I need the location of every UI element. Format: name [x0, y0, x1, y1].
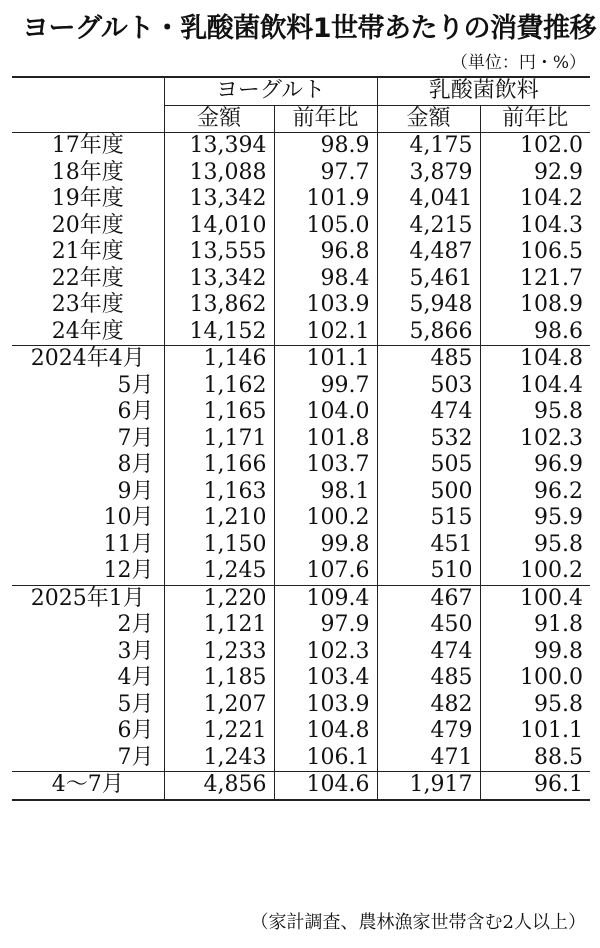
lactic-drink-amount-cell: 532 [377, 426, 480, 453]
yogurt-amount-cell: 1,166 [164, 452, 274, 479]
row-label: 20年度 [51, 212, 124, 238]
lactic-drink-yoy-header: 前年比 [480, 105, 590, 133]
table-row [12, 639, 590, 666]
table-row [12, 692, 590, 719]
lactic-drink-yoy-cell: 106.5 [480, 239, 590, 266]
yogurt-yoy-cell: 98.4 [274, 266, 377, 293]
group-header-row [12, 77, 590, 105]
row-label: 22年度 [51, 265, 124, 291]
unit-label: （単位：円・%） [450, 53, 586, 73]
lactic-drink-yoy-cell: 96.1 [480, 772, 590, 800]
table-row [12, 266, 590, 293]
row-label: 10月 [103, 505, 154, 530]
yogurt-yoy-cell: 104.8 [274, 718, 377, 745]
row-label: 2025年1月 [12, 585, 164, 612]
yogurt-amount-cell: 1,210 [164, 505, 274, 532]
yogurt-yoy-cell: 103.9 [274, 692, 377, 719]
yogurt-amount-cell: 13,862 [164, 292, 274, 319]
yogurt-amount-cell: 1,185 [164, 665, 274, 692]
table-row [12, 213, 590, 240]
lactic-drink-amount-cell: 500 [377, 479, 480, 506]
yogurt-amount-cell: 1,165 [164, 399, 274, 426]
lactic-drink-amount-cell: 4,487 [377, 239, 480, 266]
row-label: 6月 [117, 399, 154, 424]
lactic-drink-yoy-cell: 104.3 [480, 213, 590, 240]
yogurt-yoy-cell: 97.9 [274, 612, 377, 639]
yogurt-amount-cell: 1,221 [164, 718, 274, 745]
table-row [12, 479, 590, 506]
row-label: 12月 [103, 558, 154, 583]
row-label: 19年度 [51, 186, 124, 211]
row-label: 2月 [117, 612, 154, 637]
lactic-drink-amount-cell: 510 [377, 558, 480, 585]
row-label: 7月 [117, 425, 154, 451]
table-row [12, 373, 590, 400]
lactic-drink-amount-cell: 5,948 [377, 292, 480, 319]
lactic-drink-amount-cell: 5,866 [377, 319, 480, 346]
yogurt-amount-cell: 1,243 [164, 745, 274, 772]
table-title: ヨーグルト・乳酸菌飲料1世帯あたりの消費推移 [22, 13, 596, 44]
table-row [12, 292, 590, 319]
table-body [12, 133, 590, 800]
row-label: 9月 [117, 478, 154, 504]
lactic-drink-yoy-cell: 98.6 [480, 319, 590, 346]
table-row [12, 558, 590, 585]
yogurt-group-header: ヨーグルト [164, 77, 377, 105]
row-label: 6月 [117, 718, 154, 743]
lactic-drink-amount-cell: 5,461 [377, 266, 480, 293]
table-row [12, 239, 590, 266]
yogurt-yoy-cell: 98.9 [274, 133, 377, 160]
lactic-drink-amount-cell: 3,879 [377, 160, 480, 187]
lactic-drink-yoy-cell: 88.5 [480, 745, 590, 772]
lactic-drink-yoy-cell: 95.8 [480, 532, 590, 559]
yogurt-amount-cell: 13,555 [164, 239, 274, 266]
corner-cell [12, 105, 164, 133]
lactic-drink-yoy-cell: 96.9 [480, 452, 590, 479]
table-row [12, 612, 590, 639]
lactic-drink-amount-cell: 479 [377, 718, 480, 745]
row-label: 4～7月 [12, 772, 164, 800]
yogurt-amount-cell: 13,394 [164, 133, 274, 160]
yogurt-amount-cell: 1,162 [164, 373, 274, 400]
table-row [12, 532, 590, 559]
yogurt-yoy-cell: 103.4 [274, 665, 377, 692]
yogurt-yoy-cell: 102.3 [274, 639, 377, 666]
lactic-drink-amount-cell: 485 [377, 346, 480, 373]
lactic-drink-amount-cell: 4,175 [377, 133, 480, 160]
lactic-drink-yoy-cell: 95.8 [480, 399, 590, 426]
table-row [12, 319, 590, 346]
table-row [12, 160, 590, 187]
lactic-drink-yoy-cell: 100.0 [480, 665, 590, 692]
yogurt-amount-cell: 1,220 [164, 585, 274, 612]
yogurt-yoy-header: 前年比 [274, 105, 377, 133]
yogurt-yoy-cell: 102.1 [274, 319, 377, 346]
yogurt-amount-cell: 1,150 [164, 532, 274, 559]
lactic-drink-yoy-cell: 104.8 [480, 346, 590, 373]
yogurt-amount-cell: 1,146 [164, 346, 274, 373]
lactic-drink-yoy-cell: 95.9 [480, 505, 590, 532]
table-row [12, 133, 590, 160]
lactic-drink-amount-cell: 4,215 [377, 213, 480, 240]
lactic-drink-yoy-cell: 102.0 [480, 133, 590, 160]
yogurt-yoy-cell: 109.4 [274, 585, 377, 612]
yogurt-yoy-cell: 99.8 [274, 532, 377, 559]
table-row [12, 745, 590, 772]
consumption-table [12, 76, 590, 801]
row-label: 24年度 [51, 318, 124, 344]
yogurt-amount-header: 金額 [164, 105, 274, 133]
yogurt-yoy-cell: 99.7 [274, 373, 377, 400]
table-row [12, 772, 590, 800]
lactic-drink-yoy-cell: 91.8 [480, 612, 590, 639]
yogurt-yoy-cell: 106.1 [274, 745, 377, 772]
table-row [12, 186, 590, 213]
row-label: 4月 [117, 665, 154, 690]
lactic-drink-yoy-cell: 102.3 [480, 426, 590, 453]
yogurt-yoy-cell: 104.0 [274, 399, 377, 426]
yogurt-yoy-cell: 105.0 [274, 213, 377, 240]
table-row [12, 505, 590, 532]
row-label: 2024年4月 [12, 346, 164, 373]
lactic-drink-amount-header: 金額 [377, 105, 480, 133]
corner-cell [12, 77, 164, 105]
lactic-drink-yoy-cell: 100.2 [480, 558, 590, 585]
lactic-drink-yoy-cell: 100.4 [480, 585, 590, 612]
lactic-drink-yoy-cell: 104.2 [480, 186, 590, 213]
row-label: 3月 [117, 638, 154, 664]
column-header-row [12, 105, 590, 133]
yogurt-yoy-cell: 98.1 [274, 479, 377, 506]
source-note: （家計調査、農林漁家世帯含む2人以上） [250, 912, 586, 933]
yogurt-yoy-cell: 101.9 [274, 186, 377, 213]
lactic-drink-amount-cell: 4,041 [377, 186, 480, 213]
yogurt-amount-cell: 1,207 [164, 692, 274, 719]
lactic-drink-yoy-cell: 95.8 [480, 692, 590, 719]
lactic-drink-amount-cell: 467 [377, 585, 480, 612]
yogurt-yoy-cell: 96.8 [274, 239, 377, 266]
yogurt-yoy-cell: 100.2 [274, 505, 377, 532]
yogurt-amount-cell: 1,171 [164, 426, 274, 453]
lactic-drink-amount-cell: 515 [377, 505, 480, 532]
table-row [12, 346, 590, 373]
yogurt-yoy-cell: 107.6 [274, 558, 377, 585]
lactic-drink-amount-cell: 474 [377, 639, 480, 666]
row-label: 5月 [117, 691, 154, 717]
lactic-drink-amount-cell: 503 [377, 373, 480, 400]
lactic-drink-amount-cell: 451 [377, 532, 480, 559]
lactic-drink-yoy-cell: 96.2 [480, 479, 590, 506]
lactic-drink-yoy-cell: 121.7 [480, 266, 590, 293]
yogurt-amount-cell: 13,088 [164, 160, 274, 187]
yogurt-yoy-cell: 103.9 [274, 292, 377, 319]
lactic-drink-amount-cell: 450 [377, 612, 480, 639]
lactic-drink-yoy-cell: 108.9 [480, 292, 590, 319]
yogurt-amount-cell: 13,342 [164, 186, 274, 213]
yogurt-amount-cell: 4,856 [164, 772, 274, 800]
lactic-drink-group-header: 乳酸菌飲料 [377, 77, 590, 105]
yogurt-amount-cell: 14,152 [164, 319, 274, 346]
table-row [12, 585, 590, 612]
yogurt-yoy-cell: 101.8 [274, 426, 377, 453]
row-label: 21年度 [51, 239, 124, 264]
lactic-drink-amount-cell: 482 [377, 692, 480, 719]
yogurt-yoy-cell: 103.7 [274, 452, 377, 479]
yogurt-amount-cell: 13,342 [164, 266, 274, 293]
row-label: 7月 [117, 744, 154, 770]
lactic-drink-amount-cell: 485 [377, 665, 480, 692]
yogurt-amount-cell: 1,245 [164, 558, 274, 585]
lactic-drink-amount-cell: 1,917 [377, 772, 480, 800]
yogurt-yoy-cell: 97.7 [274, 160, 377, 187]
table-row [12, 426, 590, 453]
yogurt-yoy-cell: 101.1 [274, 346, 377, 373]
row-label: 18年度 [51, 159, 124, 185]
lactic-drink-yoy-cell: 92.9 [480, 160, 590, 187]
lactic-drink-yoy-cell: 101.1 [480, 718, 590, 745]
row-label: 5月 [117, 372, 154, 398]
yogurt-amount-cell: 1,163 [164, 479, 274, 506]
lactic-drink-amount-cell: 505 [377, 452, 480, 479]
lactic-drink-yoy-cell: 99.8 [480, 639, 590, 666]
table-row [12, 452, 590, 479]
row-label: 8月 [117, 452, 154, 477]
yogurt-yoy-cell: 104.6 [274, 772, 377, 800]
table-row [12, 665, 590, 692]
yogurt-amount-cell: 1,121 [164, 612, 274, 639]
lactic-drink-amount-cell: 474 [377, 399, 480, 426]
yogurt-amount-cell: 1,233 [164, 639, 274, 666]
lactic-drink-amount-cell: 471 [377, 745, 480, 772]
row-label: 17年度 [51, 133, 124, 158]
table-row [12, 399, 590, 426]
yogurt-amount-cell: 14,010 [164, 213, 274, 240]
row-label: 23年度 [51, 292, 124, 317]
lactic-drink-yoy-cell: 104.4 [480, 373, 590, 400]
table-row [12, 718, 590, 745]
row-label: 11月 [103, 531, 154, 557]
